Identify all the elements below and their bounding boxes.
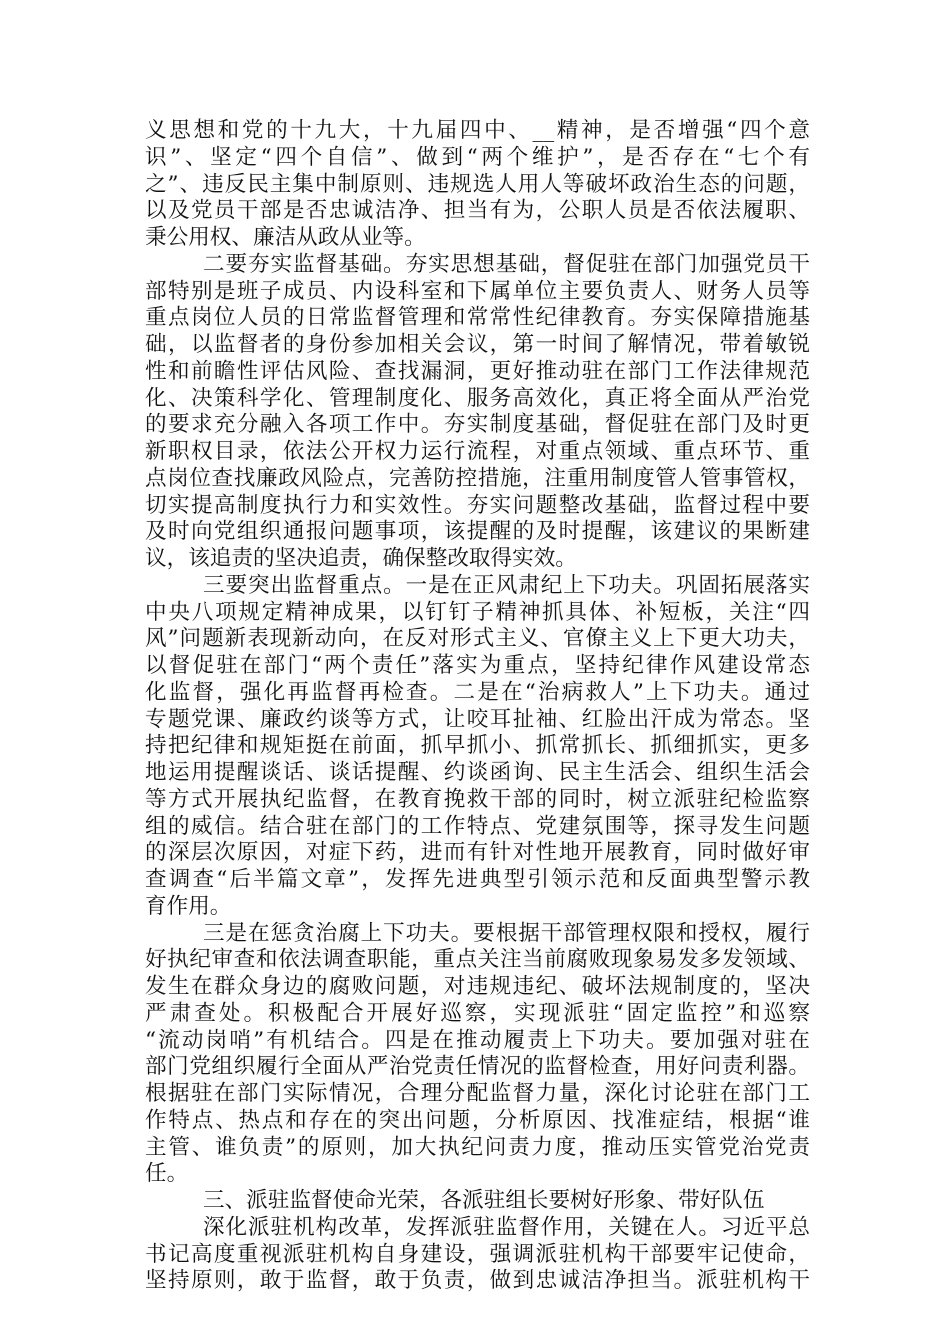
text-line: 义思想和党的十九大，十九届四中、__精神，是否增强“四个意 xyxy=(145,118,810,143)
text-line: 之”、违反民主集中制原则、违规选人用人等破坏政治生态的问题， xyxy=(145,171,810,197)
text-line: 风”问题新表现新动向，在反对形式主义、官僚主义上下更大功夫， xyxy=(145,626,810,652)
text-line: 化监督，强化再监督再检查。二是在“治病救人”上下功夫。通过 xyxy=(145,679,810,705)
paragraph-first-line: 三是在惩贪治腐上下功夫。要根据干部管理权限和授权，履行 xyxy=(203,920,810,946)
text-line: 育作用。 xyxy=(145,893,232,919)
paragraph-first-line: 深化派驻机构改革，发挥派驻监督作用，关键在人。习近平总 xyxy=(203,1214,810,1240)
text-line: 好执纪审查和依法调查职能，重点关注当前腐败现象易发多发领域、 xyxy=(145,947,810,973)
text-line: 以督促驻在部门“两个责任”落实为重点，坚持纪律作风建设常态 xyxy=(145,653,810,678)
text-line: 发生在群众身边的腐败问题，对违规违纪、破坏法规制度的，坚决 xyxy=(145,974,810,999)
text-line: 等方式开展执纪监督，在教育挽救干部的同时，树立派驻纪检监察 xyxy=(145,786,810,812)
text-line: 任。 xyxy=(145,1161,189,1187)
text-line: 化、决策科学化、管理制度化、服务高效化，真正将全面从严治党 xyxy=(145,385,810,411)
text-line: 切实提高制度执行力和实效性。夯实问题整改基础，监督过程中要 xyxy=(145,492,810,518)
text-line: 新职权目录，依法公开权力运行流程，对重点领域、重点环节、重 xyxy=(145,439,810,464)
text-line: 的要求充分融入各项工作中。夯实制度基础，督促驻在部门及时更 xyxy=(145,412,810,438)
document-body xyxy=(145,118,810,1295)
text-line: 秉公用权、廉洁从政从业等。 xyxy=(145,225,426,250)
text-line: 重点岗位人员的日常监督管理和常常性纪律教育。夯实保障措施基 xyxy=(145,305,810,331)
text-line: 及时向党组织通报问题事项，该提醒的及时提醒，该建议的果断建 xyxy=(145,519,810,545)
text-line: 专题党课、廉政约谈等方式，让咬耳扯袖、红脸出汗成为常态。坚 xyxy=(145,706,810,732)
text-line: 以及党员干部是否忠诚洁净、担当有为，公职人员是否依法履职、 xyxy=(145,198,810,224)
text-line: 的深层次原因，对症下药，进而有针对性地开展教育，同时做好审 xyxy=(145,840,810,866)
text-line: 地运用提醒谈话、谈话提醒、约谈函询、民主生活会、组织生活会 xyxy=(145,760,810,785)
section-heading: 三、派驻监督使命光荣，各派驻组长要树好形象、带好队伍 xyxy=(203,1188,765,1213)
text-line: 础，以监督者的身份参加相关会议，第一时间了解情况，带着敏锐 xyxy=(145,332,810,357)
text-line: 主管、谁负责”的原则，加大执纪问责力度，推动压实管党治党责 xyxy=(145,1134,810,1160)
text-line: “流动岗哨”有机结合。四是在推动履责上下功夫。要加强对驻在 xyxy=(145,1027,810,1053)
text-line: 点岗位查找廉政风险点，完善防控措施，注重用制度管人管事管权， xyxy=(145,465,810,491)
text-line: 持把纪律和规矩挺在前面，抓早抓小、抓常抓长、抓细抓实，更多 xyxy=(145,733,810,759)
text-line: 作特点、热点和存在的突出问题，分析原因、找准症结，根据“谁 xyxy=(145,1107,810,1133)
text-line: 识”、坚定“四个自信”、做到“两个维护”，是否存在“七个有 xyxy=(145,144,810,170)
text-line: 组的威信。结合驻在部门的工作特点、党建氛围等，探寻发生问题 xyxy=(145,813,810,839)
text-line: 中央八项规定精神成果，以钉钉子精神抓具体、补短板，关注“四 xyxy=(145,599,810,625)
text-line: 根据驻在部门实际情况，合理分配监督力量，深化讨论驻在部门工 xyxy=(145,1081,810,1106)
text-line: 坚持原则，敢于监督，敢于负责，做到忠诚洁净担当。派驻机构干 xyxy=(145,1268,810,1294)
text-line: 书记高度重视派驻机构自身建设，强调派驻机构干部要牢记使命， xyxy=(145,1241,810,1267)
text-line: 部特别是班子成员、内设科室和下属单位主要负责人、财务人员等 xyxy=(145,278,810,304)
paragraph-first-line: 二要夯实监督基础。夯实思想基础，督促驻在部门加强党员干 xyxy=(203,251,810,277)
text-line: 性和前瞻性评估风险、查找漏洞，更好推动驻在部门工作法律规范 xyxy=(145,358,810,384)
text-line: 议，该追责的坚决追责，确保整改取得实效。 xyxy=(145,546,577,571)
text-line: 严肃查处。积极配合开展好巡察，实现派驻“固定监控”和巡察 xyxy=(145,1000,810,1026)
text-line: 部门党组织履行全面从严治党责任情况的监督检查，用好问责利器。 xyxy=(145,1054,810,1080)
paragraph-first-line: 三要突出监督重点。一是在正风肃纪上下功夫。巩固拓展落实 xyxy=(203,572,810,598)
text-line: 查调查“后半篇文章”，发挥先进典型引领示范和反面典型警示教 xyxy=(145,867,810,892)
